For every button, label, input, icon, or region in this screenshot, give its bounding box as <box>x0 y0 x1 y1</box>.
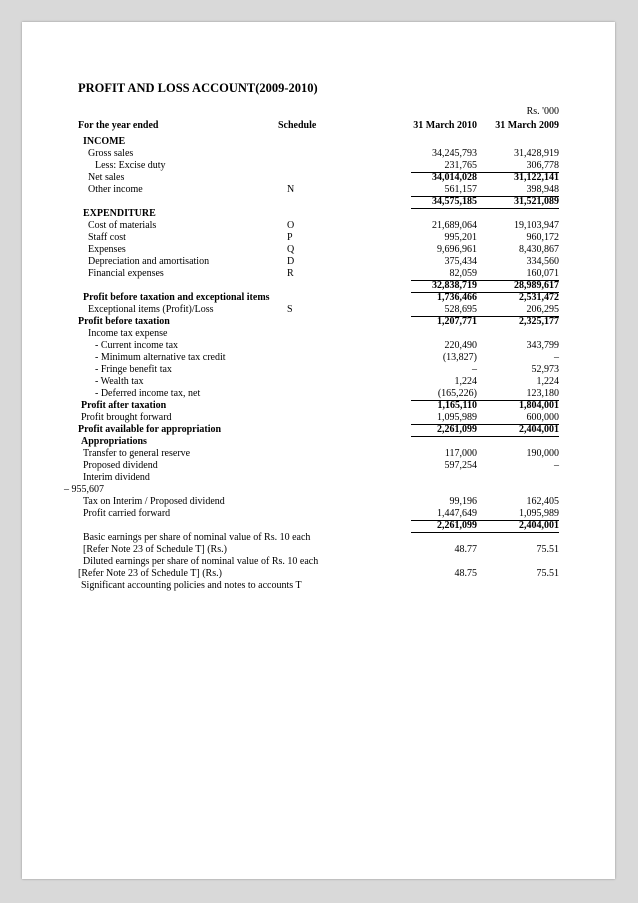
row-label: [Refer Note 23 of Schedule T] (Rs.) <box>83 544 227 555</box>
statement-row <box>0 148 638 160</box>
statement-row <box>0 184 638 196</box>
statement-row <box>0 400 638 412</box>
value-2009: 960,172 <box>526 232 559 243</box>
value-2009: 123,180 <box>526 388 559 399</box>
statement-row <box>0 388 638 400</box>
value-2010: 1,165,110 <box>437 400 477 411</box>
header-col-2009: 31 March 2009 <box>495 120 559 131</box>
row-label: Other income <box>88 184 143 195</box>
value-2009: 160,071 <box>526 268 559 279</box>
value-2010: 1,736,466 <box>437 292 477 303</box>
row-label: Gross sales <box>88 148 134 159</box>
value-2010: 231,765 <box>444 160 477 171</box>
row-label: - Deferred income tax, net <box>95 388 201 399</box>
value-2009: 343,799 <box>526 340 559 351</box>
statement-row <box>0 136 638 148</box>
value-2010: 220,490 <box>444 340 477 351</box>
statement-row <box>0 520 638 532</box>
row-label: Staff cost <box>88 232 126 243</box>
row-label: Profit brought forward <box>81 412 172 423</box>
header-label: For the year ended <box>78 120 159 131</box>
row-label: Income tax expense <box>88 328 168 339</box>
row-label: INCOME <box>83 136 126 147</box>
value-2009: 1,095,989 <box>519 508 559 519</box>
statement-row <box>0 532 638 544</box>
value-2010: 995,201 <box>444 232 477 243</box>
statement-row <box>0 424 638 436</box>
row-label: Proposed dividend <box>83 460 158 471</box>
currency-unit-row <box>0 106 638 118</box>
value-2010: 99,196 <box>449 496 477 507</box>
row-label: Appropriations <box>81 436 147 447</box>
row-label: Less: Excise duty <box>95 160 166 171</box>
currency-unit: Rs. '000 <box>526 106 559 117</box>
row-schedule: R <box>287 268 294 279</box>
row-schedule: P <box>287 232 293 243</box>
row-label: [Refer Note 23 of Schedule T] (Rs.) <box>78 568 222 579</box>
value-2009: 162,405 <box>526 496 559 507</box>
row-label: Tax on Interim / Proposed dividend <box>83 496 225 507</box>
statement-row <box>0 568 638 580</box>
value-2010: 1,207,771 <box>437 316 477 327</box>
value-2010: (13,827) <box>442 352 477 363</box>
row-label: Expenses <box>88 244 126 255</box>
value-2009: 334,560 <box>526 256 559 267</box>
statement-row <box>0 412 638 424</box>
value-2009: 31,521,089 <box>514 196 559 207</box>
statement-row <box>0 580 638 592</box>
statement-row <box>0 268 638 280</box>
value-2009: 2,325,177 <box>519 316 559 327</box>
value-2009: 8,430,867 <box>519 244 559 255</box>
statement-row <box>0 328 638 340</box>
statement-row <box>0 436 638 448</box>
row-schedule: O <box>287 220 295 231</box>
value-2009: 190,000 <box>526 448 559 459</box>
row-label: Financial expenses <box>88 268 164 279</box>
row-label: Profit before taxation <box>78 316 170 327</box>
value-2009: 1,804,001 <box>519 400 559 411</box>
value-2010: 561,157 <box>444 184 477 195</box>
value-2010: 2,261,099 <box>437 424 477 435</box>
value-2010: 34,575,185 <box>432 196 477 207</box>
value-2009: 2,404,001 <box>519 520 559 531</box>
value-2010: 1,095,989 <box>437 412 477 423</box>
value-2009: 206,295 <box>526 304 559 315</box>
value-2009: 2,531,472 <box>519 292 559 303</box>
value-2010: 21,689,064 <box>432 220 477 231</box>
value-2009: – <box>554 352 559 363</box>
row-label: Cost of materials <box>88 220 157 231</box>
value-2010: 1,447,649 <box>437 508 477 519</box>
value-2010: (165,226) <box>437 388 477 399</box>
value-2010: 597,254 <box>444 460 477 471</box>
value-2009: 31,122,141 <box>514 172 559 183</box>
value-2010: 32,838,719 <box>432 280 477 291</box>
value-2010: 528,695 <box>444 304 477 315</box>
document-title: PROFIT AND LOSS ACCOUNT(2009-2010) <box>78 81 318 95</box>
row-label: Profit before taxation and exceptional items <box>83 292 270 303</box>
value-2009: 19,103,947 <box>514 220 559 231</box>
row-label: Interim dividend <box>83 472 150 483</box>
statement-row <box>0 376 638 388</box>
row-schedule: Q <box>287 244 295 255</box>
row-label: Significant accounting policies and notes to accounts T <box>81 580 302 591</box>
value-2009: 2,404,001 <box>519 424 559 435</box>
statement-row <box>0 352 638 364</box>
header-schedule: Schedule <box>278 120 317 131</box>
value-2010: 117,000 <box>444 448 477 459</box>
row-label: – 955,607 <box>64 484 104 495</box>
row-label: Profit after taxation <box>81 400 167 411</box>
value-2009: 398,948 <box>526 184 559 195</box>
value-2009: 52,973 <box>531 364 559 375</box>
row-label: - Current income tax <box>95 340 179 351</box>
value-2010: 375,434 <box>444 256 477 267</box>
value-2010: 34,245,793 <box>432 148 477 159</box>
value-2010: 2,261,099 <box>437 520 477 531</box>
statement-row <box>0 556 638 568</box>
statement-row <box>0 448 638 460</box>
statement-row <box>0 496 638 508</box>
value-2010: 82,059 <box>449 268 477 279</box>
value-2009: 306,778 <box>526 160 559 171</box>
value-2010: 48.75 <box>454 568 477 579</box>
statement-row <box>0 172 638 184</box>
row-label: Profit available for appropriation <box>78 424 222 435</box>
statement-row <box>0 484 638 496</box>
row-label: - Minimum alternative tax credit <box>95 352 226 363</box>
row-label: Basic earnings per share of nominal value of Rs. 10 each <box>83 532 311 543</box>
statement-row <box>0 364 638 376</box>
row-schedule: D <box>287 256 295 267</box>
value-2009: – <box>554 460 559 471</box>
statement-row <box>0 208 638 220</box>
value-2009: 600,000 <box>526 412 559 423</box>
value-2009: 1,224 <box>536 376 559 387</box>
value-2010: – <box>472 364 477 375</box>
row-label: - Wealth tax <box>95 376 144 387</box>
value-2009: 31,428,919 <box>514 148 559 159</box>
statement-row <box>0 160 638 172</box>
statement-row <box>0 256 638 268</box>
statement-row <box>0 220 638 232</box>
value-2010: 34,014,028 <box>432 172 477 183</box>
statement-row <box>0 196 638 208</box>
row-label: EXPENDITURE <box>83 208 156 219</box>
column-header-row <box>0 120 638 132</box>
statement-row <box>0 316 638 328</box>
value-2009: 75.51 <box>536 568 559 579</box>
statement-row <box>0 304 638 316</box>
statement-row <box>0 508 638 520</box>
row-label: Net sales <box>88 172 125 183</box>
statement-row <box>0 280 638 292</box>
value-2010: 9,696,961 <box>437 244 477 255</box>
value-2009: 75.51 <box>536 544 559 555</box>
row-schedule: N <box>287 184 295 195</box>
row-label: Transfer to general reserve <box>83 448 191 459</box>
header-col-2010: 31 March 2010 <box>413 120 477 131</box>
statement-row <box>0 244 638 256</box>
statement-row <box>0 472 638 484</box>
value-2010: 48.77 <box>454 544 477 555</box>
value-2010: 1,224 <box>454 376 477 387</box>
statement-row <box>0 460 638 472</box>
row-label: Depreciation and amortisation <box>88 256 210 267</box>
value-2009: 28,989,617 <box>514 280 559 291</box>
statement-row <box>0 544 638 556</box>
row-label: Profit carried forward <box>83 508 171 519</box>
statement-row <box>0 340 638 352</box>
row-label: Diluted earnings per share of nominal value of Rs. 10 each <box>83 556 319 567</box>
row-label: - Fringe benefit tax <box>95 364 172 375</box>
row-schedule: S <box>287 304 293 315</box>
statement-row <box>0 292 638 304</box>
statement-row <box>0 232 638 244</box>
row-label: Exceptional items (Profit)/Loss <box>88 304 214 315</box>
